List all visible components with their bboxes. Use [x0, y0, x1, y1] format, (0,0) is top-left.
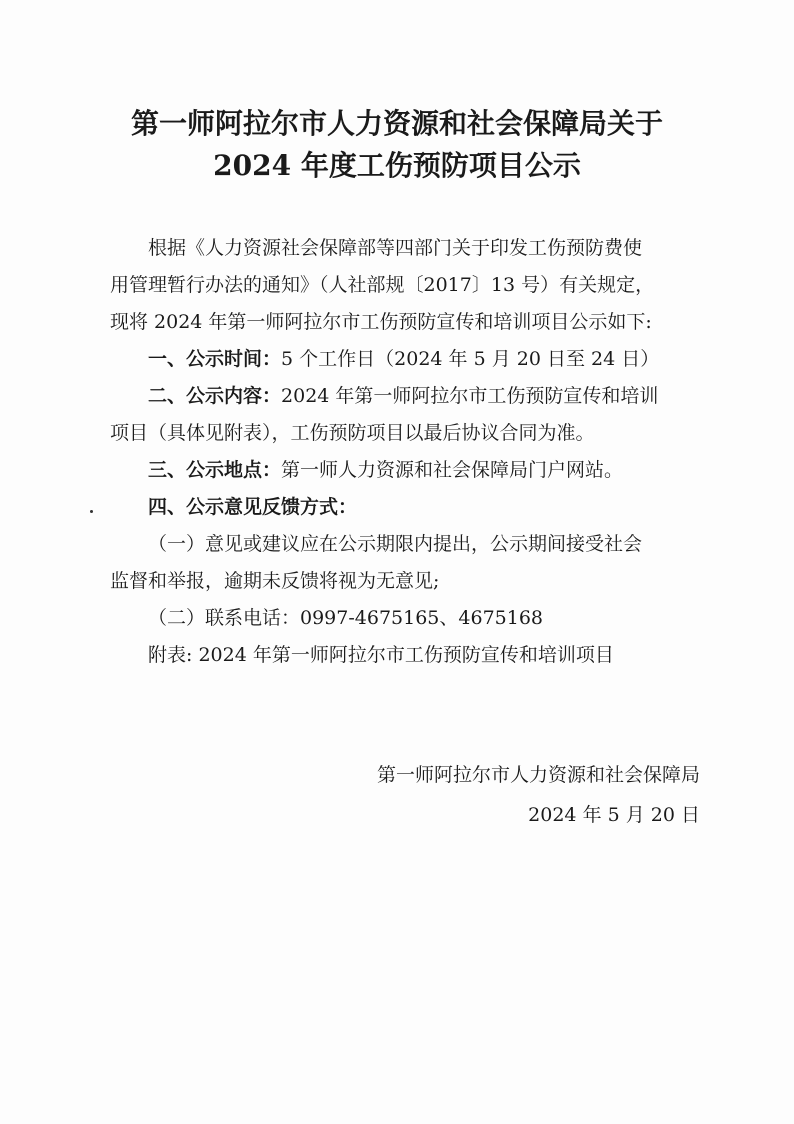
item-3-text: 第一师人力资源和社会保障局门户网站。	[281, 459, 624, 481]
paragraph-1-line-2: 用管理暂行办法的通知》（人社部规〔2017〕13 号）有关规定，	[110, 274, 655, 296]
attachment-note: 附表: 2024 年第一师阿拉尔市工伤预防宣传和培训项目	[148, 644, 614, 666]
item-2-line-2: 项目（具体见附表），工伤预防项目以最后协议合同为准。	[110, 422, 595, 444]
scan-speck	[90, 510, 93, 513]
item-1	[110, 341, 710, 378]
signature-date: 2024 年 5 月 20 日	[528, 804, 700, 826]
sub-item-1-line-2: 监督和举报，逾期未反馈将视为无意见;	[110, 570, 440, 592]
sub-item-2: （二）联系电话：0997-4675165、4675168	[148, 607, 544, 629]
title-line-1: 第一师阿拉尔市人力资源和社会保障局关于	[130, 107, 663, 140]
signature-organization: 第一师阿拉尔市人力资源和社会保障局	[376, 764, 700, 786]
item-3-label: 三、公示地点：	[148, 459, 282, 481]
document-body	[110, 230, 710, 674]
paragraph-1-line-3: 现将 2024 年第一师阿拉尔市工伤预防宣传和培训项目公示如下:	[110, 311, 652, 333]
item-1-text: 5 个工作日（2024 年 5 月 20 日至 24 日）	[281, 348, 660, 370]
paragraph-1-line-1: 根据《人力资源社会保障部等四部门关于印发工伤预防费使	[148, 237, 643, 259]
item-2-text: 2024 年第一师阿拉尔市工伤预防宣传和培训	[281, 385, 659, 407]
item-3	[110, 452, 710, 489]
item-2-label: 二、公示内容：	[148, 385, 282, 407]
item-2	[110, 378, 710, 415]
item-1-label: 一、公示时间：	[148, 348, 282, 370]
title-line-2: 2024 年度工伤预防项目公示	[213, 149, 581, 182]
sub-item-1-line-1: （一）意见或建议应在公示期限内提出，公示期间接受社会	[148, 533, 643, 555]
item-4-label: 四、公示意见反馈方式：	[148, 496, 358, 518]
